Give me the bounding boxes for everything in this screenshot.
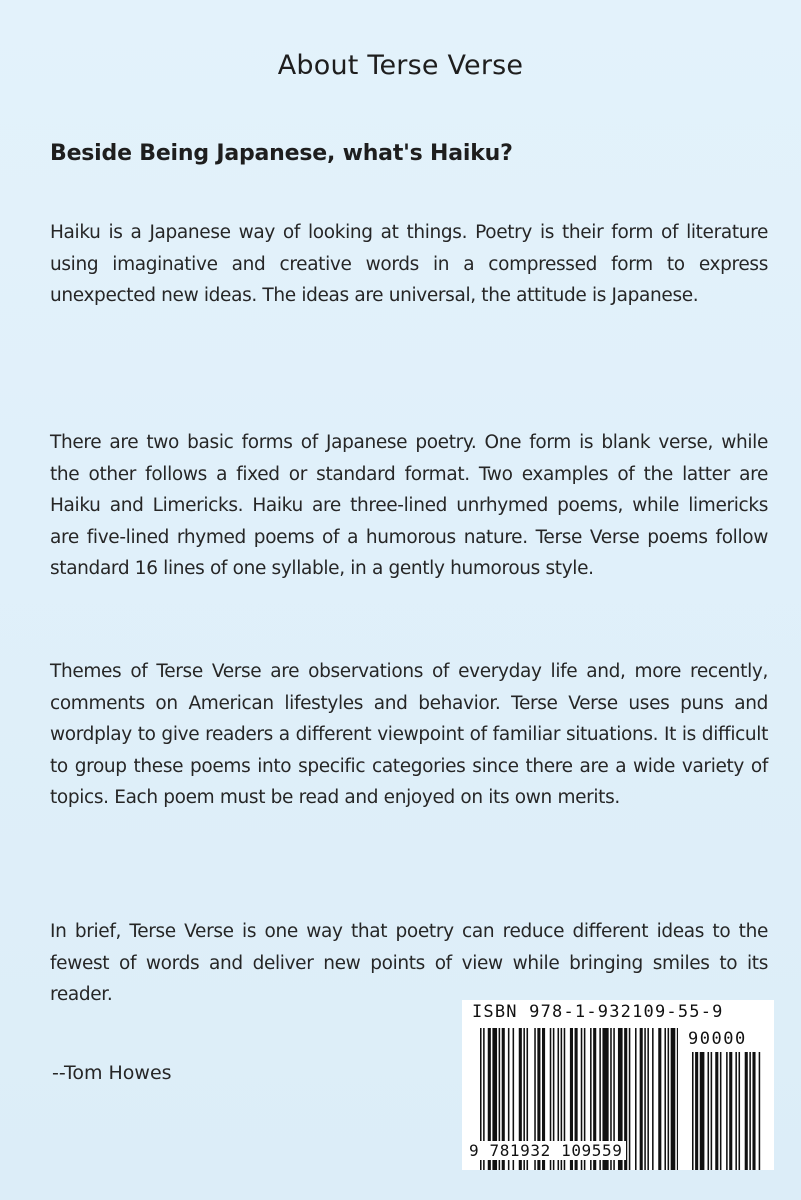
barcode-bar <box>664 1028 666 1170</box>
paragraph-in-brief: In brief, Terse Verse is one way that poetry can reduce different ideas to the fewest of words and deliver new points of view while bringing smiles to its reader. <box>50 921 768 1005</box>
barcode-bar <box>640 1028 643 1170</box>
section-heading: Beside Being Japanese, what's Haiku? <box>50 141 513 166</box>
barcode-bar <box>711 1052 713 1170</box>
barcode-bar <box>729 1052 732 1170</box>
barcode-bar <box>759 1052 761 1170</box>
barcode-bar <box>739 1052 741 1170</box>
paragraph-themes: Themes of Terse Verse are observations of everyday life and, more recently, comments on American lifestyles and behavior. Terse Verse uses puns and wordplay to give readers a different viewpoint of familiar situations. It is difficult to group these poems into specific categories since there are a wide variety of topics. Each poem must be read and enjoyed on its own merits. <box>50 661 768 808</box>
barcode-bar <box>658 1028 661 1170</box>
barcode-bar <box>735 1052 737 1170</box>
barcode-bar <box>652 1028 654 1170</box>
barcode-bar <box>720 1052 722 1170</box>
barcode-bar <box>692 1052 694 1170</box>
barcode-digits: 9 781932 109559 <box>466 1141 626 1160</box>
barcode-bar <box>700 1052 705 1170</box>
barcode-bar <box>629 1028 631 1170</box>
barcode-bar <box>677 1028 678 1170</box>
isbn-label: ISBN 978-1-932109-55-9 <box>472 1002 724 1022</box>
barcode-bar <box>695 1052 698 1170</box>
barcode-bar <box>671 1028 676 1170</box>
paragraph-poetry-forms: There are two basic forms of Japanese poetry. One form is blank verse, while the other follows a fixed or standard format. Two examples of the latter are Haiku and Limericks. Haiku are three-lined unrhymed poems, while limericks are five-lined rhymed poems of a humorous nature. Terse Verse poems follow standard 16 lines of one syllable, in a gently humorous style. <box>50 432 768 579</box>
author-signature: --Tom Howes <box>52 1062 172 1084</box>
barcode-bar <box>647 1028 649 1170</box>
barcode-bar <box>644 1028 646 1170</box>
barcode-bar <box>668 1028 670 1170</box>
barcode-bar <box>745 1052 748 1170</box>
barcode-bar <box>726 1052 728 1170</box>
barcode-bar <box>708 1052 710 1170</box>
barcode-bar <box>715 1052 718 1170</box>
barcode-bar <box>749 1052 751 1170</box>
paragraph-haiku-intro: Haiku is a Japanese way of looking at things. Poetry is their form of literature using imaginative and creative words in a compressed form to express unexpected new ideas. The ideas are universal, the attitude is Japanese. <box>50 222 768 306</box>
barcode-bar <box>635 1028 637 1170</box>
barcode-addon-bars <box>690 1052 768 1170</box>
price-code: 90000 <box>688 1029 747 1049</box>
barcode-bar <box>752 1052 755 1170</box>
page-title: About Terse Verse <box>277 50 524 81</box>
